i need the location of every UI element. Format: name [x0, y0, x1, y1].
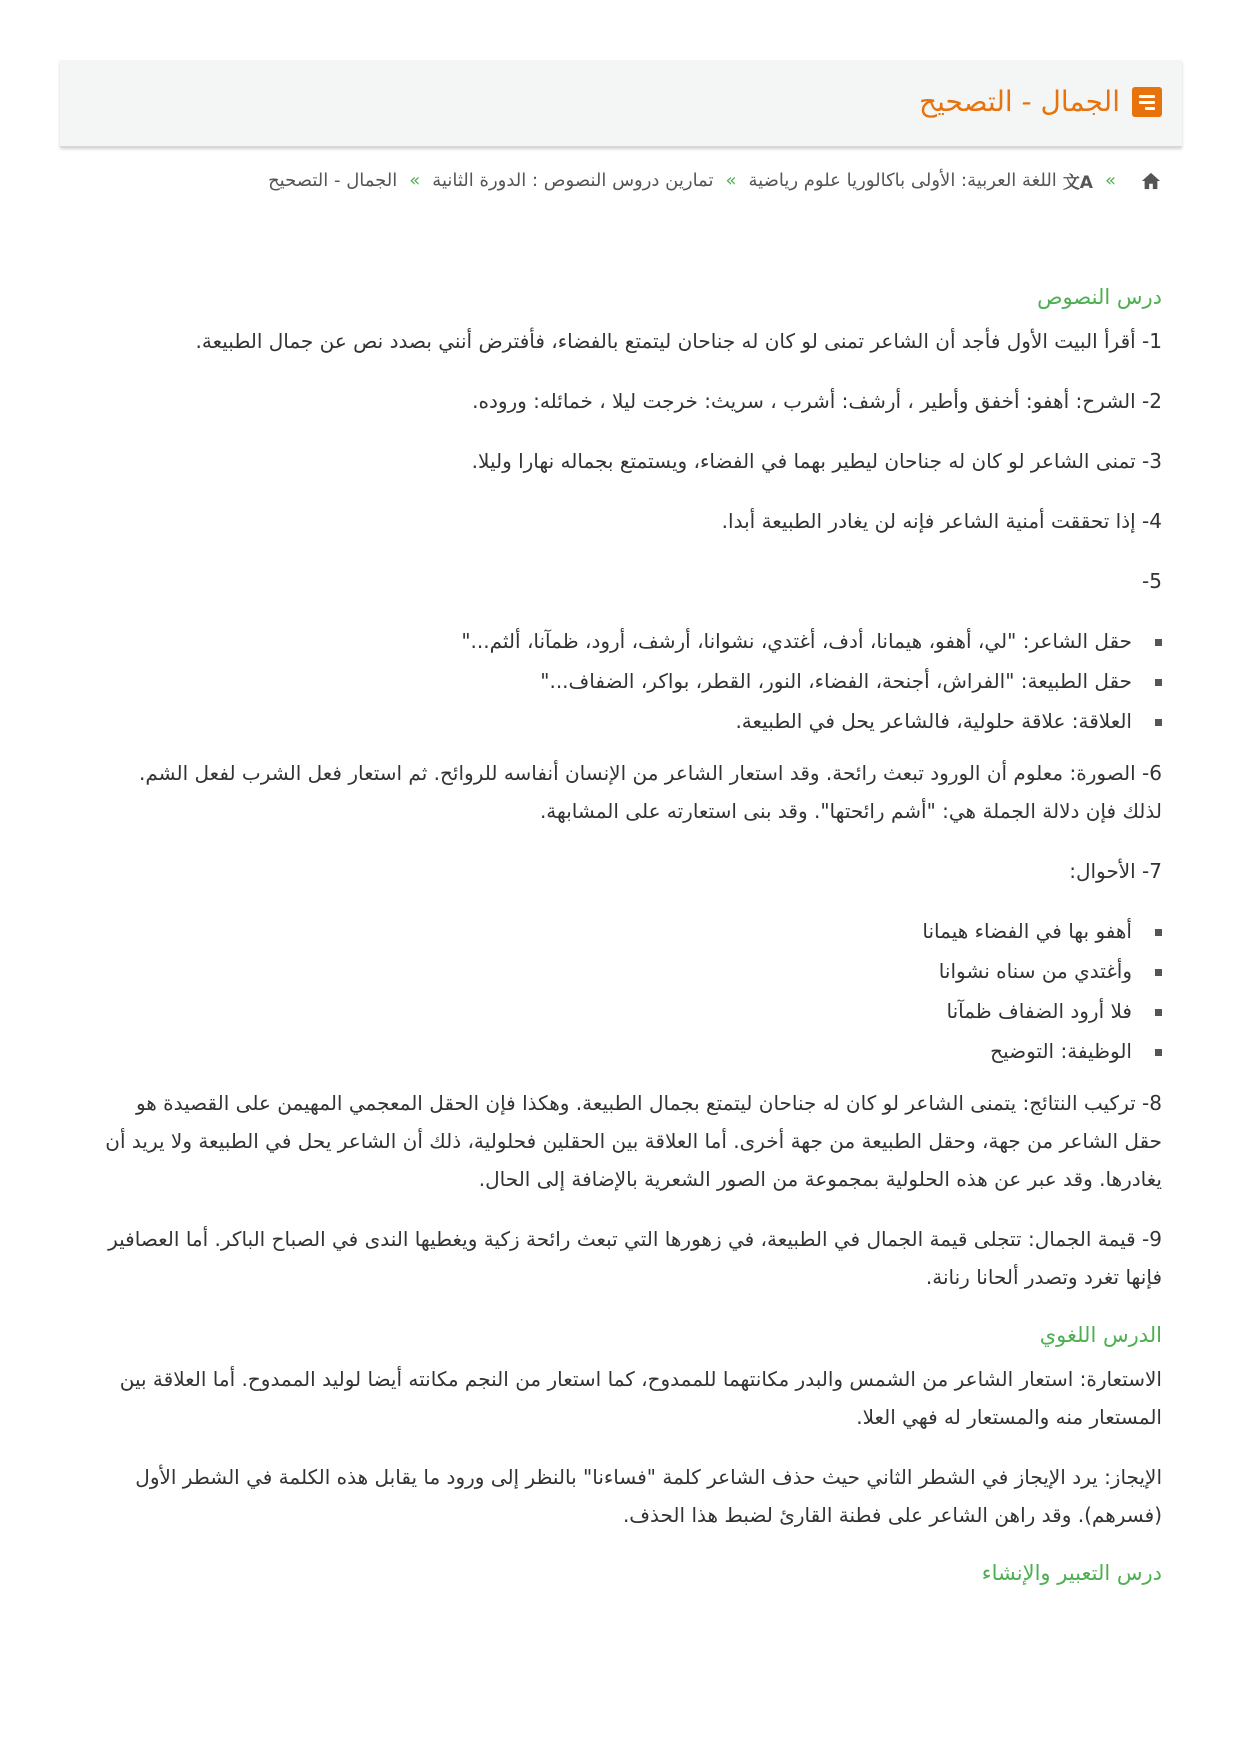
list-item: حقل الطبيعة: "الفراش، أجنحة، الفضاء، النور، القطر، بواكر، الضفاف..." [97, 662, 1132, 700]
answer-7-list [97, 912, 1162, 1070]
language-answer-metaphor: الاستعارة: استعار الشاعر من الشمس والبدر مكانتهما للممدوح، كما استعار من النجم مكانته أيضا لوليد الممدوح. أما العلاقة بين المستعار منه والمستعار له فهي العلا. [119, 1367, 1162, 1429]
breadcrumb-separator: » [1104, 170, 1116, 191]
breadcrumb-separator: » [409, 170, 421, 191]
section-title-language: الدرس اللغوي [1039, 1323, 1162, 1347]
answer-9: 9- قيمة الجمال: تتجلى قيمة الجمال في الطبيعة، في زهورها التي تبعث رائحة زكية ويغطيها الندى في الصباح الباكر. أما العصافير فإنها تغرد وتصدر ألحانا رنانة. [108, 1227, 1162, 1289]
page-header [60, 60, 1182, 147]
breadcrumb-item-current: الجمال - التصحيح [268, 170, 398, 191]
list-item: وأغتدي من سناه نشوانا [97, 952, 1132, 990]
title-group [919, 84, 1162, 120]
page-title: الجمال - التصحيح [919, 85, 1120, 118]
answer-4: 4- إذا تحققت أمنية الشاعر فإنه لن يغادر الطبيعة أبدا. [721, 509, 1162, 533]
article-icon [1132, 87, 1162, 117]
translate-icon: 文A [1062, 173, 1093, 193]
section-title-texts: درس النصوص [1037, 285, 1162, 309]
list-item: فلا أرود الضفاف ظمآنا [97, 992, 1132, 1030]
answer-2: 2- الشرح: أهفو: أخفق وأطير ، أرشف: أشرب ، سريث: خرجت ليلا ، خمائله: وروده. [472, 389, 1162, 413]
home-icon[interactable] [1140, 171, 1162, 191]
list-item: حقل الشاعر: "لي، أهفو، هيمانا، أدف، أغتدي، نشوانا، أرشف، أرود، ظمآنا، ألثم..." [97, 622, 1132, 660]
breadcrumb-separator: » [725, 170, 737, 191]
answer-6: 6- الصورة: معلوم أن الورود تبعث رائحة. وقد استعار الشاعر من الإنسان أنفاسه للروائح. ثم استعار فعل الشرب لفعل الشم. لذلك فإن دلالة الجملة هي: "أشم رائحتها". وقد بنى استعارته على المشابهة. [139, 761, 1162, 823]
answer-3: 3- تمنى الشاعر لو كان له جناحان ليطير بهما في الفضاء، ويستمتع بجماله نهارا وليلا. [471, 449, 1162, 473]
answer-5: 5- [1142, 569, 1162, 593]
list-item: الوظيفة: التوضيح [97, 1032, 1132, 1070]
article-content [97, 280, 1162, 1598]
breadcrumb [268, 168, 1162, 193]
answer-8: 8- تركيب النتائج: يتمنى الشاعر لو كان له جناحان ليتمتع بجمال الطبيعة. وهكذا فإن الحقل المعجمي المهيمن على القصيدة هو حقل الشاعر من جهة، وحقل الطبيعة من جهة أخرى. أما العلاقة بين الحقلين فحلولية، ذلك أن الشاعر يحل في الطبيعة ولا يريد أن يغادرها. وقد عبر عن هذه الحلولية بمجموعة من الصور الشعرية بالإضافة إلى الحال. [105, 1091, 1162, 1191]
list-item: العلاقة: علاقة حلولية، فالشاعر يحل في الطبيعة. [97, 702, 1132, 740]
answer-7: 7- الأحوال: [1069, 859, 1162, 883]
section-title-writing: درس التعبير والإنشاء [981, 1561, 1162, 1585]
answer-1: 1- أقرأ البيت الأول فأجد أن الشاعر تمنى لو كان له جناحان ليتمتع بالفضاء، فأفترض أنني بصدد نص عن جمال الطبيعة. [195, 329, 1162, 353]
list-item: أهفو بها في الفضاء هيمانا [97, 912, 1132, 950]
language-answer-brevity: الإيجاز: يرد الإيجاز في الشطر الثاني حيث حذف الشاعر كلمة "فساءنا" بالنظر إلى ورود ما يقابل هذه الكلمة في الشطر الأول (فسرهم). وقد راهن الشاعر على فطنة القارئ لضبط هذا الحذف. [135, 1465, 1162, 1527]
breadcrumb-item-exercises[interactable]: تمارين دروس النصوص : الدورة الثانية [432, 170, 714, 191]
breadcrumb-item-subject[interactable]: اللغة العربية: الأولى باكالوريا علوم رياضية [748, 170, 1057, 191]
answer-5-list [97, 622, 1162, 740]
